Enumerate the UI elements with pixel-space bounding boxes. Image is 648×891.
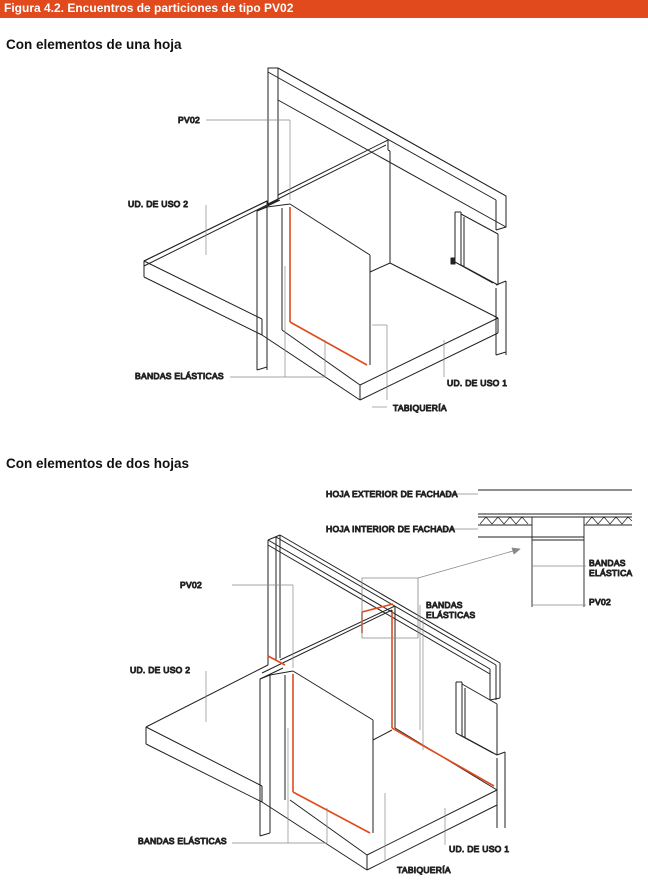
label-detail-bandas-2: ELÁSTICA: [589, 568, 633, 578]
label-detail-pv02: PV02: [589, 597, 611, 607]
label-tabiqueria: TABIQUERÍA: [393, 403, 447, 413]
label-bandas-elasticas: BANDAS ELÁSTICAS: [138, 836, 227, 846]
leader-lines-2: [206, 494, 586, 860]
label-tabiqueria: TABIQUERÍA: [397, 865, 451, 875]
section-detail: [478, 490, 632, 607]
label-pv02: PV02: [180, 580, 202, 590]
label-pv02: PV02: [178, 115, 200, 125]
label-ud-uso-2: UD. DE USO 2: [128, 199, 189, 209]
section-heading-una-hoja: Con elementos de una hoja: [6, 37, 182, 52]
label-bandas-top-2: ELÁSTICAS: [426, 610, 476, 620]
label-ud-uso-1: UD. DE USO 1: [447, 378, 508, 388]
label-hoja-interior: HOJA INTERIOR DE FACHADA: [326, 524, 456, 534]
label-ud-uso-2: UD. DE USO 2: [130, 665, 191, 675]
label-bandas-top-1: BANDAS: [426, 600, 463, 610]
label-ud-uso-1: UD. DE USO 1: [449, 844, 510, 854]
label-hoja-exterior: HOJA EXTERIOR DE FACHADA: [326, 489, 458, 499]
section-heading-dos-hojas: Con elementos de dos hojas: [6, 456, 190, 471]
callout-box: [362, 548, 520, 638]
label-detail-bandas-1: BANDAS: [589, 558, 626, 568]
figure-title: Figura 4.2. Encuentros de particiones de tipo PV02: [4, 1, 294, 15]
label-bandas-elasticas: BANDAS ELÁSTICAS: [135, 371, 224, 381]
